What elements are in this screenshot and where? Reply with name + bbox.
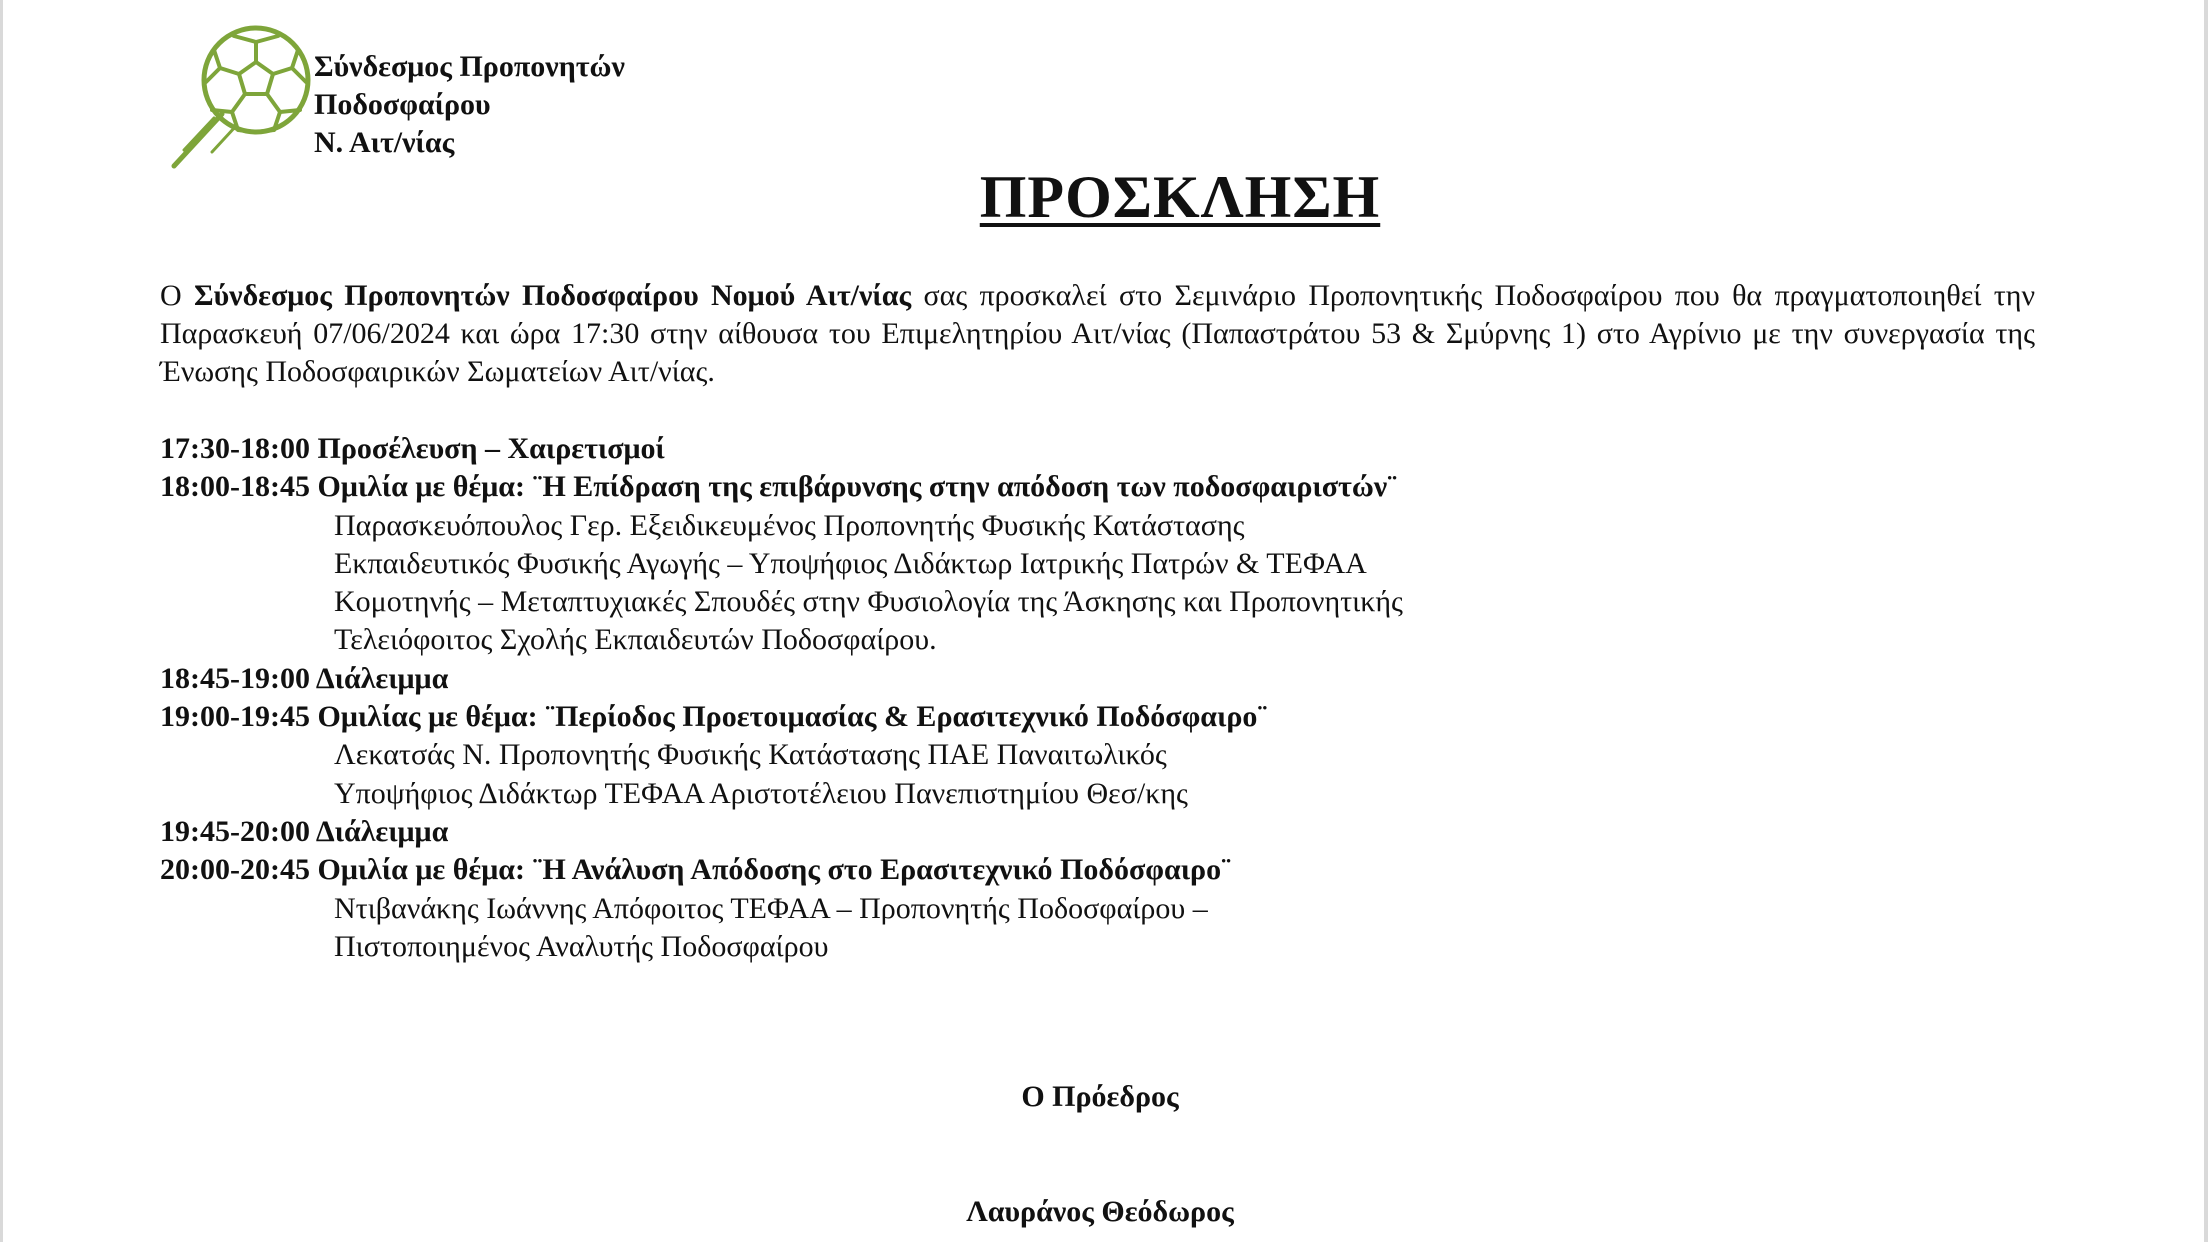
org-line-1: Σύνδεσμος Προπονητών [314,50,625,83]
schedule-title: Διάλειμμα [315,661,449,695]
schedule-time: 18:00-18:45 [160,470,310,504]
intro-org-name: Σύνδεσμος Προπονητών Ποδοσφαίρου Νομού Αιτ/νίας [194,279,912,312]
speaker-detail: Εκπαιδευτικός Φυσικής Αγωγής – Υποψήφιος Διδάκτωρ Ιατρικής Πατρών & ΤΕΦΑΑ [334,546,1367,580]
intro-prefix: Ο [160,279,194,312]
speaker-detail: Κομοτηνής – Μεταπτυχιακές Σπουδές στην Φυσιολογία της Άσκησης και Προπονητικής [334,585,1403,619]
org-line-3: Ν. Αιτ/νίας [314,126,455,159]
speaker-detail: Τελειόφοιτος Σχολής Εκπαιδευτών Ποδοσφαίρου. [334,623,937,657]
schedule-title: Προσέλευση – Χαιρετισμοί [317,432,665,465]
document-title: ΠΡΟΣΚΛΗΣΗ [979,164,1381,230]
schedule-row [160,660,1403,698]
speaker-detail: Παρασκευόπουλος Γερ. Εξειδικευμένος Προπονητής Φυσικής Κατάστασης [334,508,1245,542]
speaker-detail: Πιστοποιημένος Αναλυτής Ποδοσφαίρου [334,929,829,963]
signature-role: Ο Πρόεδρος [1021,1080,1179,1113]
schedule-time: 19:00-19:45 [160,700,310,734]
schedule [160,430,1403,966]
schedule-title: Ομιλίας με θέμα: ¨Περίοδος Προετοιμασίας & Ερασιτεχνικό Ποδόσφαιρο¨ [317,700,1268,734]
speaker-detail: Υποψήφιος Διδάκτωρ ΤΕΦΑΑ Αριστοτέλειου Πανεπιστημίου Θεσ/κης [334,776,1188,810]
schedule-title: Ομιλία με θέμα: ¨Η Επίδραση της επιβάρυνσης στην απόδοση των ποδοσφαιριστών¨ [317,470,1398,504]
schedule-row [160,698,1403,736]
schedule-row [160,430,1403,468]
speaker-detail: Λεκατσάς Ν. Προπονητής Φυσικής Κατάστασης ΠΑΕ Παναιτωλικός [334,738,1167,772]
schedule-row [160,813,1403,851]
schedule-row [160,468,1403,506]
schedule-time: 18:45-19:00 [160,661,310,695]
signature-name: Λαυράνος Θεόδωρος [966,1195,1234,1228]
schedule-title: Διάλειμμα [315,814,449,848]
schedule-time: 17:30-18:00 [160,432,310,465]
schedule-time: 19:45-20:00 [160,814,310,848]
schedule-row [160,851,1403,889]
org-line-2: Ποδοσφαίρου [314,88,491,121]
schedule-time: 20:00-20:45 [160,853,310,887]
schedule-title: Ομιλία με θέμα: ¨Η Ανάλυση Απόδοσης στο Ερασιτεχνικό Ποδόσφαιρο¨ [317,853,1232,887]
speaker-detail: Ντιβανάκης Ιωάννης Απόφοιτος ΤΕΦΑΑ – Προπονητής Ποδοσφαίρου – [334,891,1208,925]
intro-text: σας προσκαλεί στο Σεμινάριο Προπονητικής Ποδοσφαίρου που θα πραγματοποιηθεί την Παρασκευή 07/06/2024 και ώρα 17:30 στην αίθουσα του Επιμελητηρίου Αιτ/νίας (Παπαστράτου 53 & Σμύρνης 1) στο Αγρίνιο με την συνεργασία της Ένωσης Ποδοσφαιρικών Σωματείων Αιτ/νίας. [160,279,2036,388]
soccer-ball-icon [170,22,320,172]
intro-paragraph [160,277,2035,391]
organization-name [314,48,625,162]
